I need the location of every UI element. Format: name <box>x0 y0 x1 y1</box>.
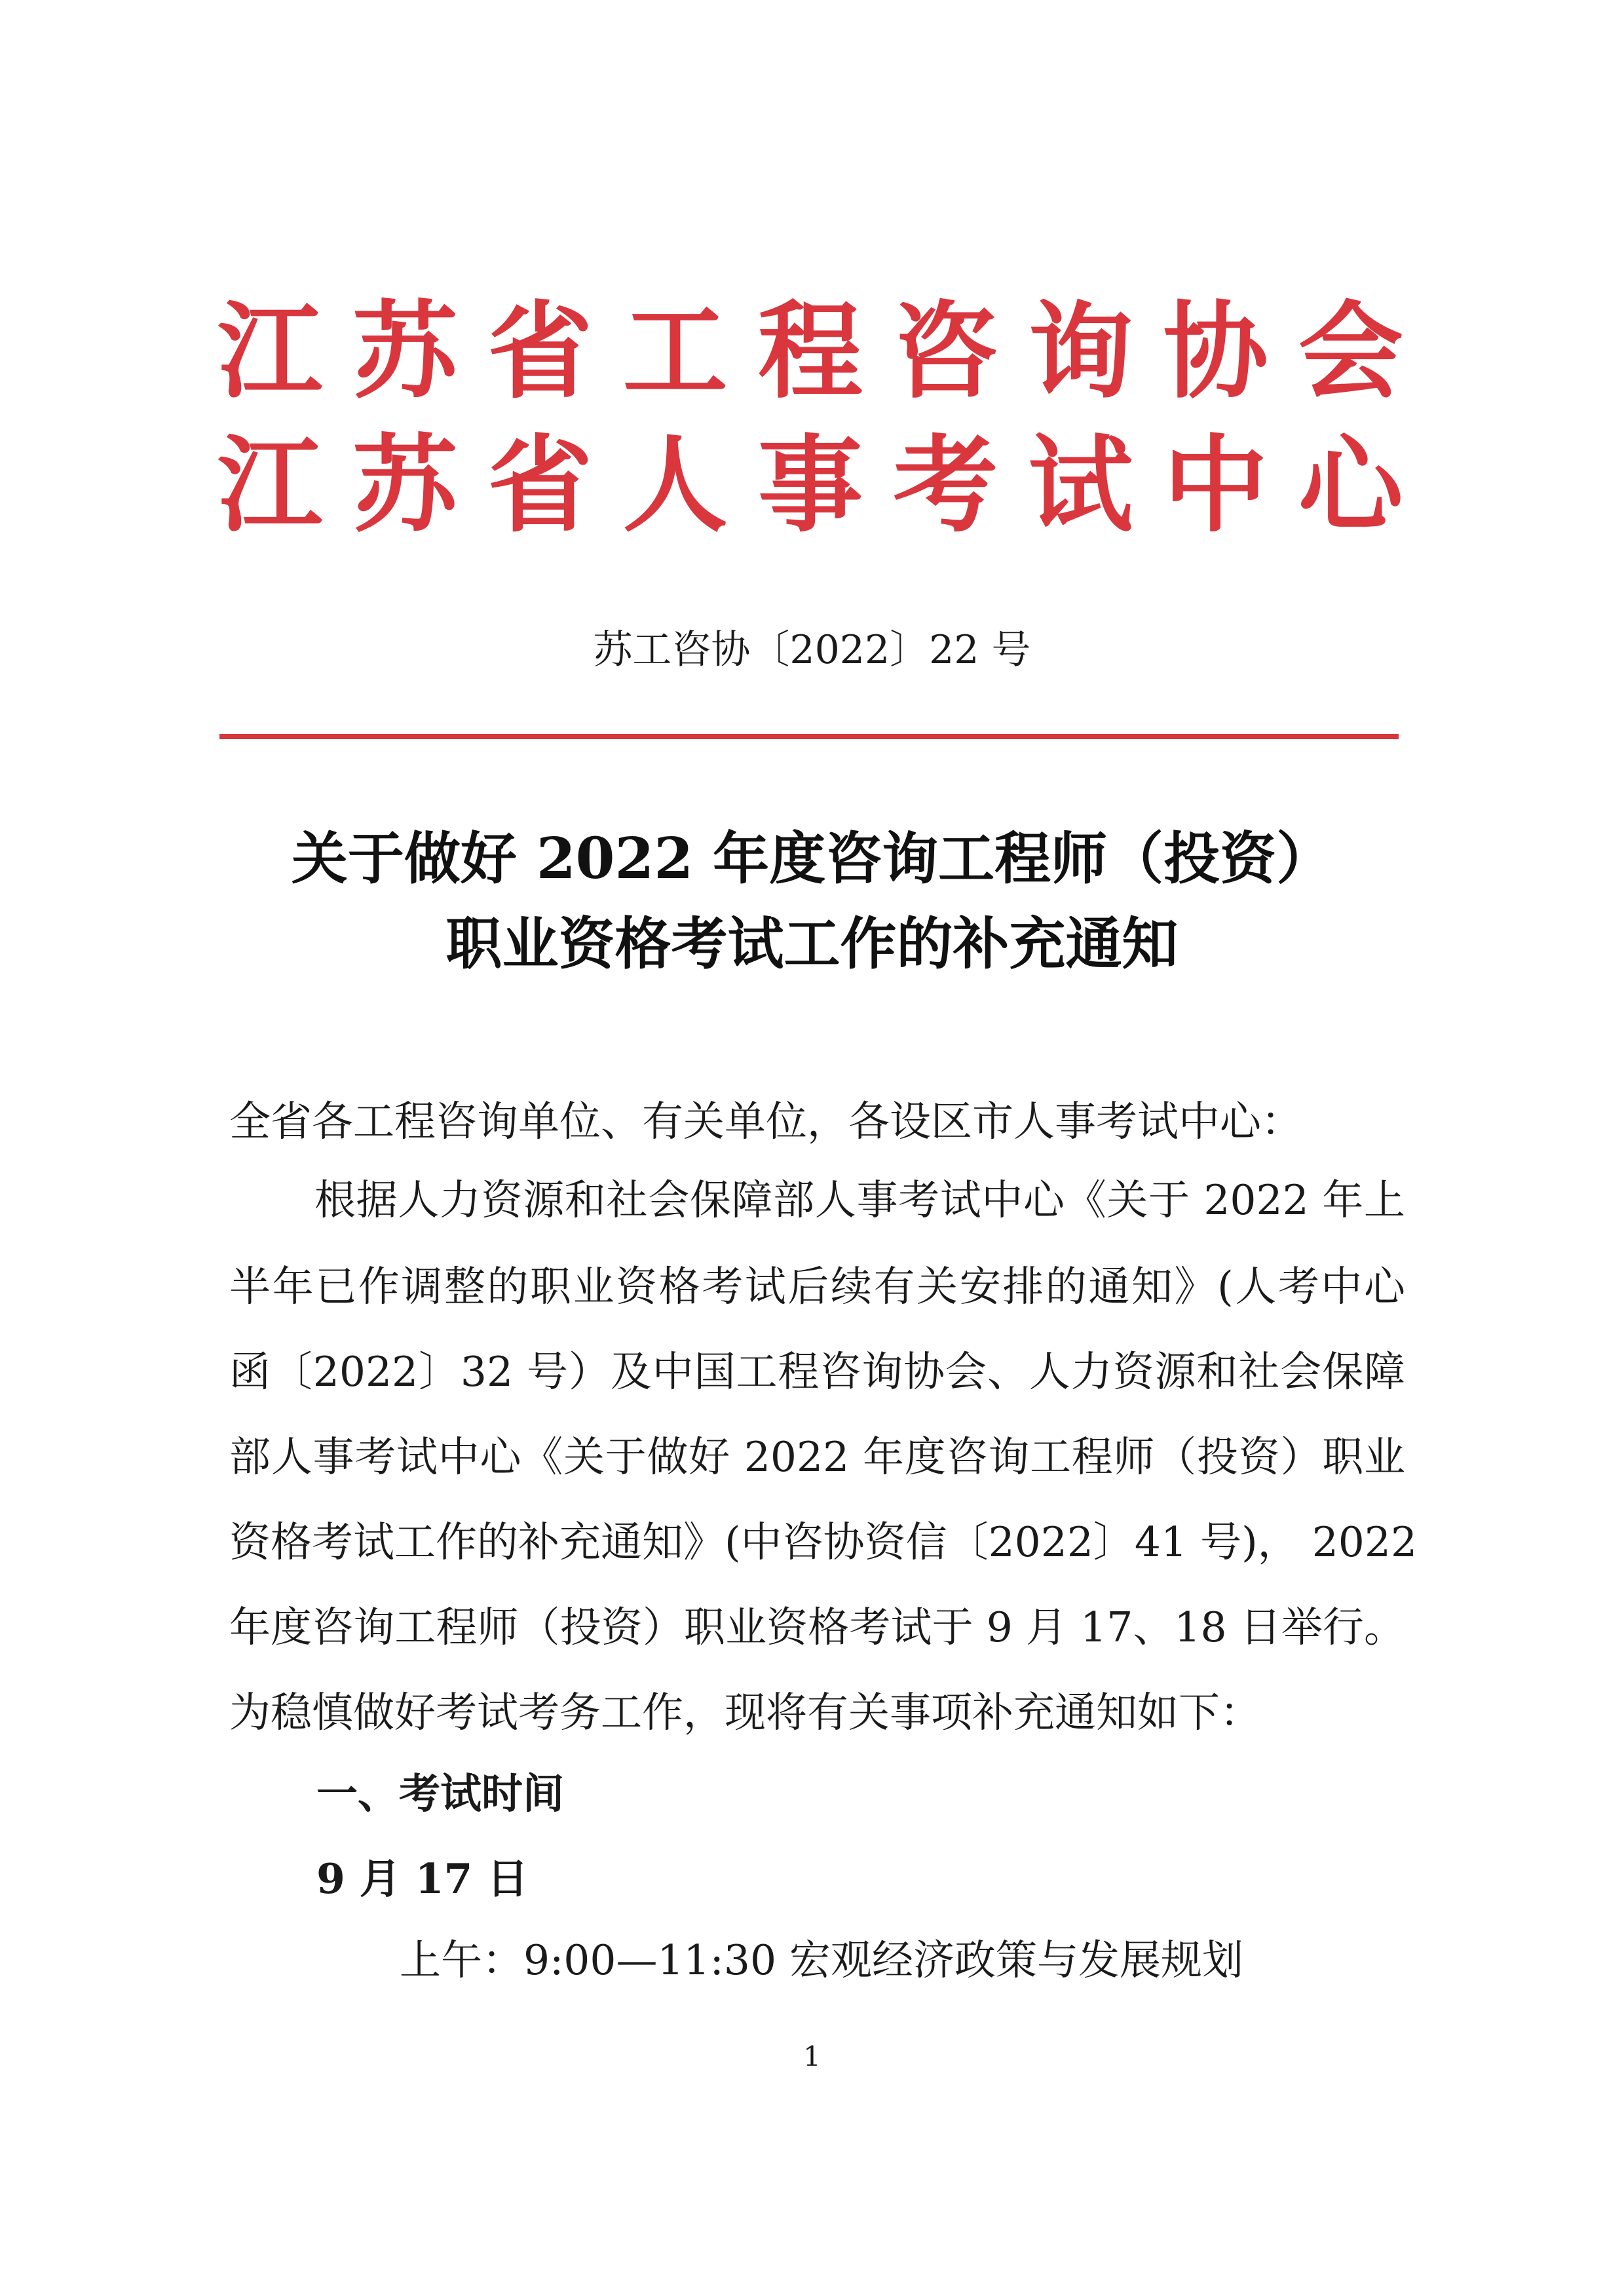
letterhead-char: 心 <box>1298 423 1403 546</box>
paragraph-line: 部人事考试中心《关于做好 2022 年度咨询工程师（投资）职业 <box>229 1433 1405 1481</box>
letterhead-char: 江 <box>217 423 323 546</box>
letterhead-char: 工 <box>622 290 728 413</box>
letterhead-char: 苏 <box>352 290 458 413</box>
letterhead-char: 程 <box>757 290 863 413</box>
letterhead-char: 省 <box>487 290 593 413</box>
letterhead-char: 江 <box>217 290 323 413</box>
page-number: 1 <box>803 2040 821 2073</box>
red-divider <box>219 734 1399 739</box>
letterhead-char: 试 <box>1028 423 1133 546</box>
paragraph-line: 为稳慎做好考试考务工作，现将有关事项补充通知如下： <box>229 1689 1261 1736</box>
letterhead-char: 考 <box>893 423 998 546</box>
letterhead-char: 中 <box>1163 423 1268 546</box>
salutation: 全省各工程咨询单位、有关单位，各设区市人事考试中心： <box>229 1098 1302 1145</box>
date-heading: 9 月 17 日 <box>316 1854 529 1903</box>
paragraph-line: 函〔2022〕32 号）及中国工程咨询协会、人力资源和社会保障 <box>229 1348 1405 1396</box>
letterhead-char: 询 <box>1028 290 1133 413</box>
letterhead-char: 协 <box>1163 290 1268 413</box>
schedule-line: 上午：9:00—11:30 宏观经济政策与发展规划 <box>400 1936 1244 1984</box>
document-number: 苏工咨协〔2022〕22 号 <box>593 627 1031 673</box>
notice-title-line-2: 职业资格考试工作的补充通知 <box>445 911 1179 977</box>
notice-title-line-1: 关于做好 2022 年度咨询工程师（投资） <box>291 826 1333 892</box>
letterhead-char: 会 <box>1298 290 1403 413</box>
paragraph-line: 根据人力资源和社会保障部人事考试中心《关于 2022 年上 <box>314 1176 1405 1224</box>
letterhead-char: 苏 <box>352 423 458 546</box>
letterhead-char: 咨 <box>893 290 998 413</box>
letterhead-char: 事 <box>757 423 863 546</box>
section-heading: 一、考试时间 <box>316 1769 564 1818</box>
letterhead-line-2 <box>217 423 1403 546</box>
paragraph-line: 资格考试工作的补充通知》(中咨协资信〔2022〕41 号)， 2022 <box>229 1518 1418 1566</box>
letterhead-char: 省 <box>487 423 593 546</box>
paragraph-line: 年度咨询工程师（投资）职业资格考试于 9 月 17、18 日举行。 <box>229 1603 1405 1651</box>
letterhead-char: 人 <box>622 423 728 546</box>
letterhead-line-1 <box>217 290 1403 413</box>
paragraph-line: 半年已作调整的职业资格考试后续有关安排的通知》(人考中心 <box>229 1263 1405 1311</box>
